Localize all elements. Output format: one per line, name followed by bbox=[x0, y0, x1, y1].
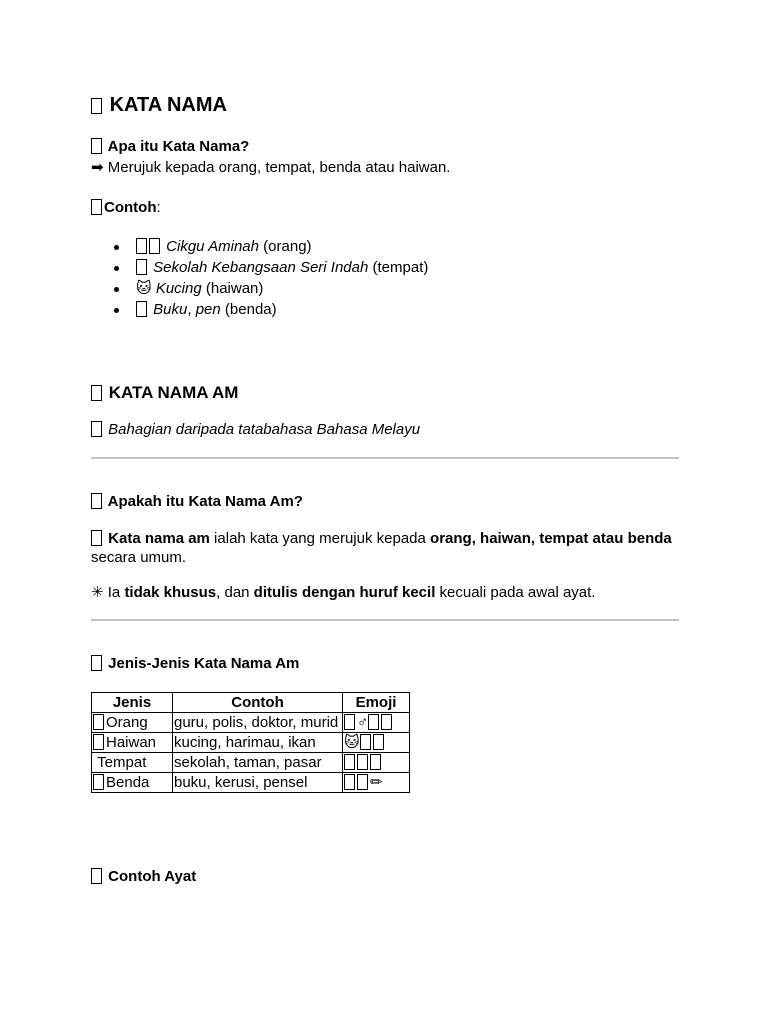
box-glyph-icon bbox=[368, 714, 379, 730]
cell-emoji bbox=[343, 733, 410, 753]
definition-text-end: secara umum. bbox=[91, 549, 187, 566]
note-bold-1: tidak khusus bbox=[124, 584, 217, 601]
page-title bbox=[91, 92, 227, 118]
example-term: Kucing bbox=[155, 280, 202, 297]
example-separator: , bbox=[187, 301, 196, 318]
column-header-contoh: Contoh bbox=[173, 693, 343, 713]
box-glyph-icon bbox=[136, 238, 147, 254]
example-note: (tempat) bbox=[372, 259, 429, 276]
question-heading bbox=[91, 492, 303, 512]
box-glyph-icon bbox=[91, 385, 102, 401]
cell-contoh: guru, polis, doktor, murid bbox=[173, 713, 343, 733]
definition-bold-term: Kata nama am bbox=[108, 530, 210, 547]
section-heading bbox=[91, 382, 238, 404]
sentence-examples-text: Contoh Ayat bbox=[108, 868, 197, 885]
example-term: Sekolah Kebangsaan Seri Indah bbox=[153, 259, 369, 276]
table-header-row bbox=[92, 693, 410, 713]
box-glyph-icon bbox=[381, 714, 392, 730]
box-glyph-icon bbox=[91, 98, 102, 114]
definition-line bbox=[91, 158, 450, 178]
example-note: (benda) bbox=[224, 301, 277, 318]
box-glyph-icon bbox=[93, 734, 104, 750]
arrow-icon: ➡ bbox=[91, 159, 104, 176]
page-title-text: KATA NAMA bbox=[109, 94, 227, 116]
example-term-2: pen bbox=[195, 301, 221, 318]
list-item bbox=[91, 236, 428, 257]
types-heading bbox=[91, 654, 299, 674]
box-glyph-icon bbox=[91, 530, 102, 546]
box-glyph-icon bbox=[360, 734, 371, 750]
example-term: Cikgu Aminah bbox=[166, 238, 259, 255]
box-glyph-icon bbox=[357, 754, 368, 770]
note-line bbox=[91, 583, 595, 603]
cell-contoh: buku, kerusi, pensel bbox=[173, 773, 343, 793]
cat-face-icon: 🐱 bbox=[136, 280, 152, 297]
star-icon: ✳ bbox=[91, 584, 104, 601]
cell-emoji bbox=[343, 753, 410, 773]
note-text: Ia bbox=[103, 584, 125, 601]
examples-colon: : bbox=[156, 199, 161, 216]
examples-heading bbox=[91, 198, 161, 218]
definition-text: Merujuk kepada orang, tempat, benda atau haiwan. bbox=[107, 159, 451, 176]
section-subtitle bbox=[91, 420, 420, 440]
example-note: (orang) bbox=[263, 238, 312, 255]
examples-label: Contoh bbox=[104, 199, 157, 216]
box-glyph-icon bbox=[344, 714, 355, 730]
divider bbox=[91, 457, 679, 459]
box-glyph-icon bbox=[370, 754, 381, 770]
box-glyph-icon bbox=[91, 868, 102, 884]
types-heading-text: Jenis-Jenis Kata Nama Am bbox=[108, 655, 300, 672]
box-glyph-icon bbox=[149, 238, 160, 254]
box-glyph-icon bbox=[136, 301, 147, 317]
table-row bbox=[92, 733, 410, 753]
cat-face-icon: 🐱 bbox=[344, 734, 360, 751]
table-row bbox=[92, 713, 410, 733]
cell-jenis bbox=[92, 733, 173, 753]
male-sign-icon: ♂ bbox=[357, 714, 369, 731]
list-item bbox=[91, 257, 428, 278]
box-glyph-icon bbox=[93, 774, 104, 790]
note-text-2: , dan bbox=[216, 584, 254, 601]
cell-jenis bbox=[92, 713, 173, 733]
sentence-examples-heading bbox=[91, 867, 196, 887]
note-text-3: kecuali pada awal ayat. bbox=[435, 584, 596, 601]
types-table bbox=[91, 692, 410, 793]
column-header-jenis: Jenis bbox=[92, 693, 173, 713]
box-glyph-icon bbox=[93, 714, 104, 730]
box-glyph-icon bbox=[136, 259, 147, 275]
cell-contoh: sekolah, taman, pasar bbox=[173, 753, 343, 773]
example-term: Buku bbox=[153, 301, 188, 318]
cell-emoji bbox=[343, 713, 410, 733]
note-bold-2: ditulis dengan huruf kecil bbox=[253, 584, 436, 601]
section-heading-text: KATA NAMA AM bbox=[108, 383, 239, 402]
box-glyph-icon bbox=[91, 421, 102, 437]
example-note: (haiwan) bbox=[205, 280, 264, 297]
cell-emoji bbox=[343, 773, 410, 793]
box-glyph-icon bbox=[91, 493, 102, 509]
box-glyph-icon bbox=[373, 734, 384, 750]
divider bbox=[91, 619, 679, 621]
pencil-icon: ✏ bbox=[370, 774, 383, 791]
jenis-text: Orang bbox=[106, 714, 148, 731]
section-subtitle-text: Bahagian daripada tatabahasa Bahasa Melayu bbox=[108, 421, 421, 438]
box-glyph-icon bbox=[344, 754, 355, 770]
box-glyph-icon bbox=[344, 774, 355, 790]
list-item bbox=[91, 299, 428, 320]
table-row bbox=[92, 753, 410, 773]
box-glyph-icon bbox=[91, 138, 102, 154]
jenis-text: Haiwan bbox=[106, 734, 157, 751]
examples-list bbox=[91, 236, 428, 320]
box-glyph-icon bbox=[91, 655, 102, 671]
cell-contoh: kucing, harimau, ikan bbox=[173, 733, 343, 753]
box-glyph-icon bbox=[357, 774, 368, 790]
question-text: Apakah itu Kata Nama Am? bbox=[107, 493, 303, 510]
question-text: Apa itu Kata Nama? bbox=[107, 138, 250, 155]
box-glyph-icon bbox=[91, 199, 102, 215]
cell-jenis bbox=[92, 773, 173, 793]
jenis-text: Benda bbox=[106, 774, 150, 791]
definition-bold-categories: orang, haiwan, tempat atau benda bbox=[430, 530, 672, 547]
table-row bbox=[92, 773, 410, 793]
definition-paragraph bbox=[91, 529, 679, 567]
cell-jenis bbox=[92, 753, 173, 773]
list-item bbox=[91, 278, 428, 299]
column-header-emoji: Emoji bbox=[343, 693, 410, 713]
definition-text: ialah kata yang merujuk kepada bbox=[209, 530, 431, 547]
jenis-text: Tempat bbox=[97, 754, 147, 771]
question-heading bbox=[91, 137, 249, 157]
